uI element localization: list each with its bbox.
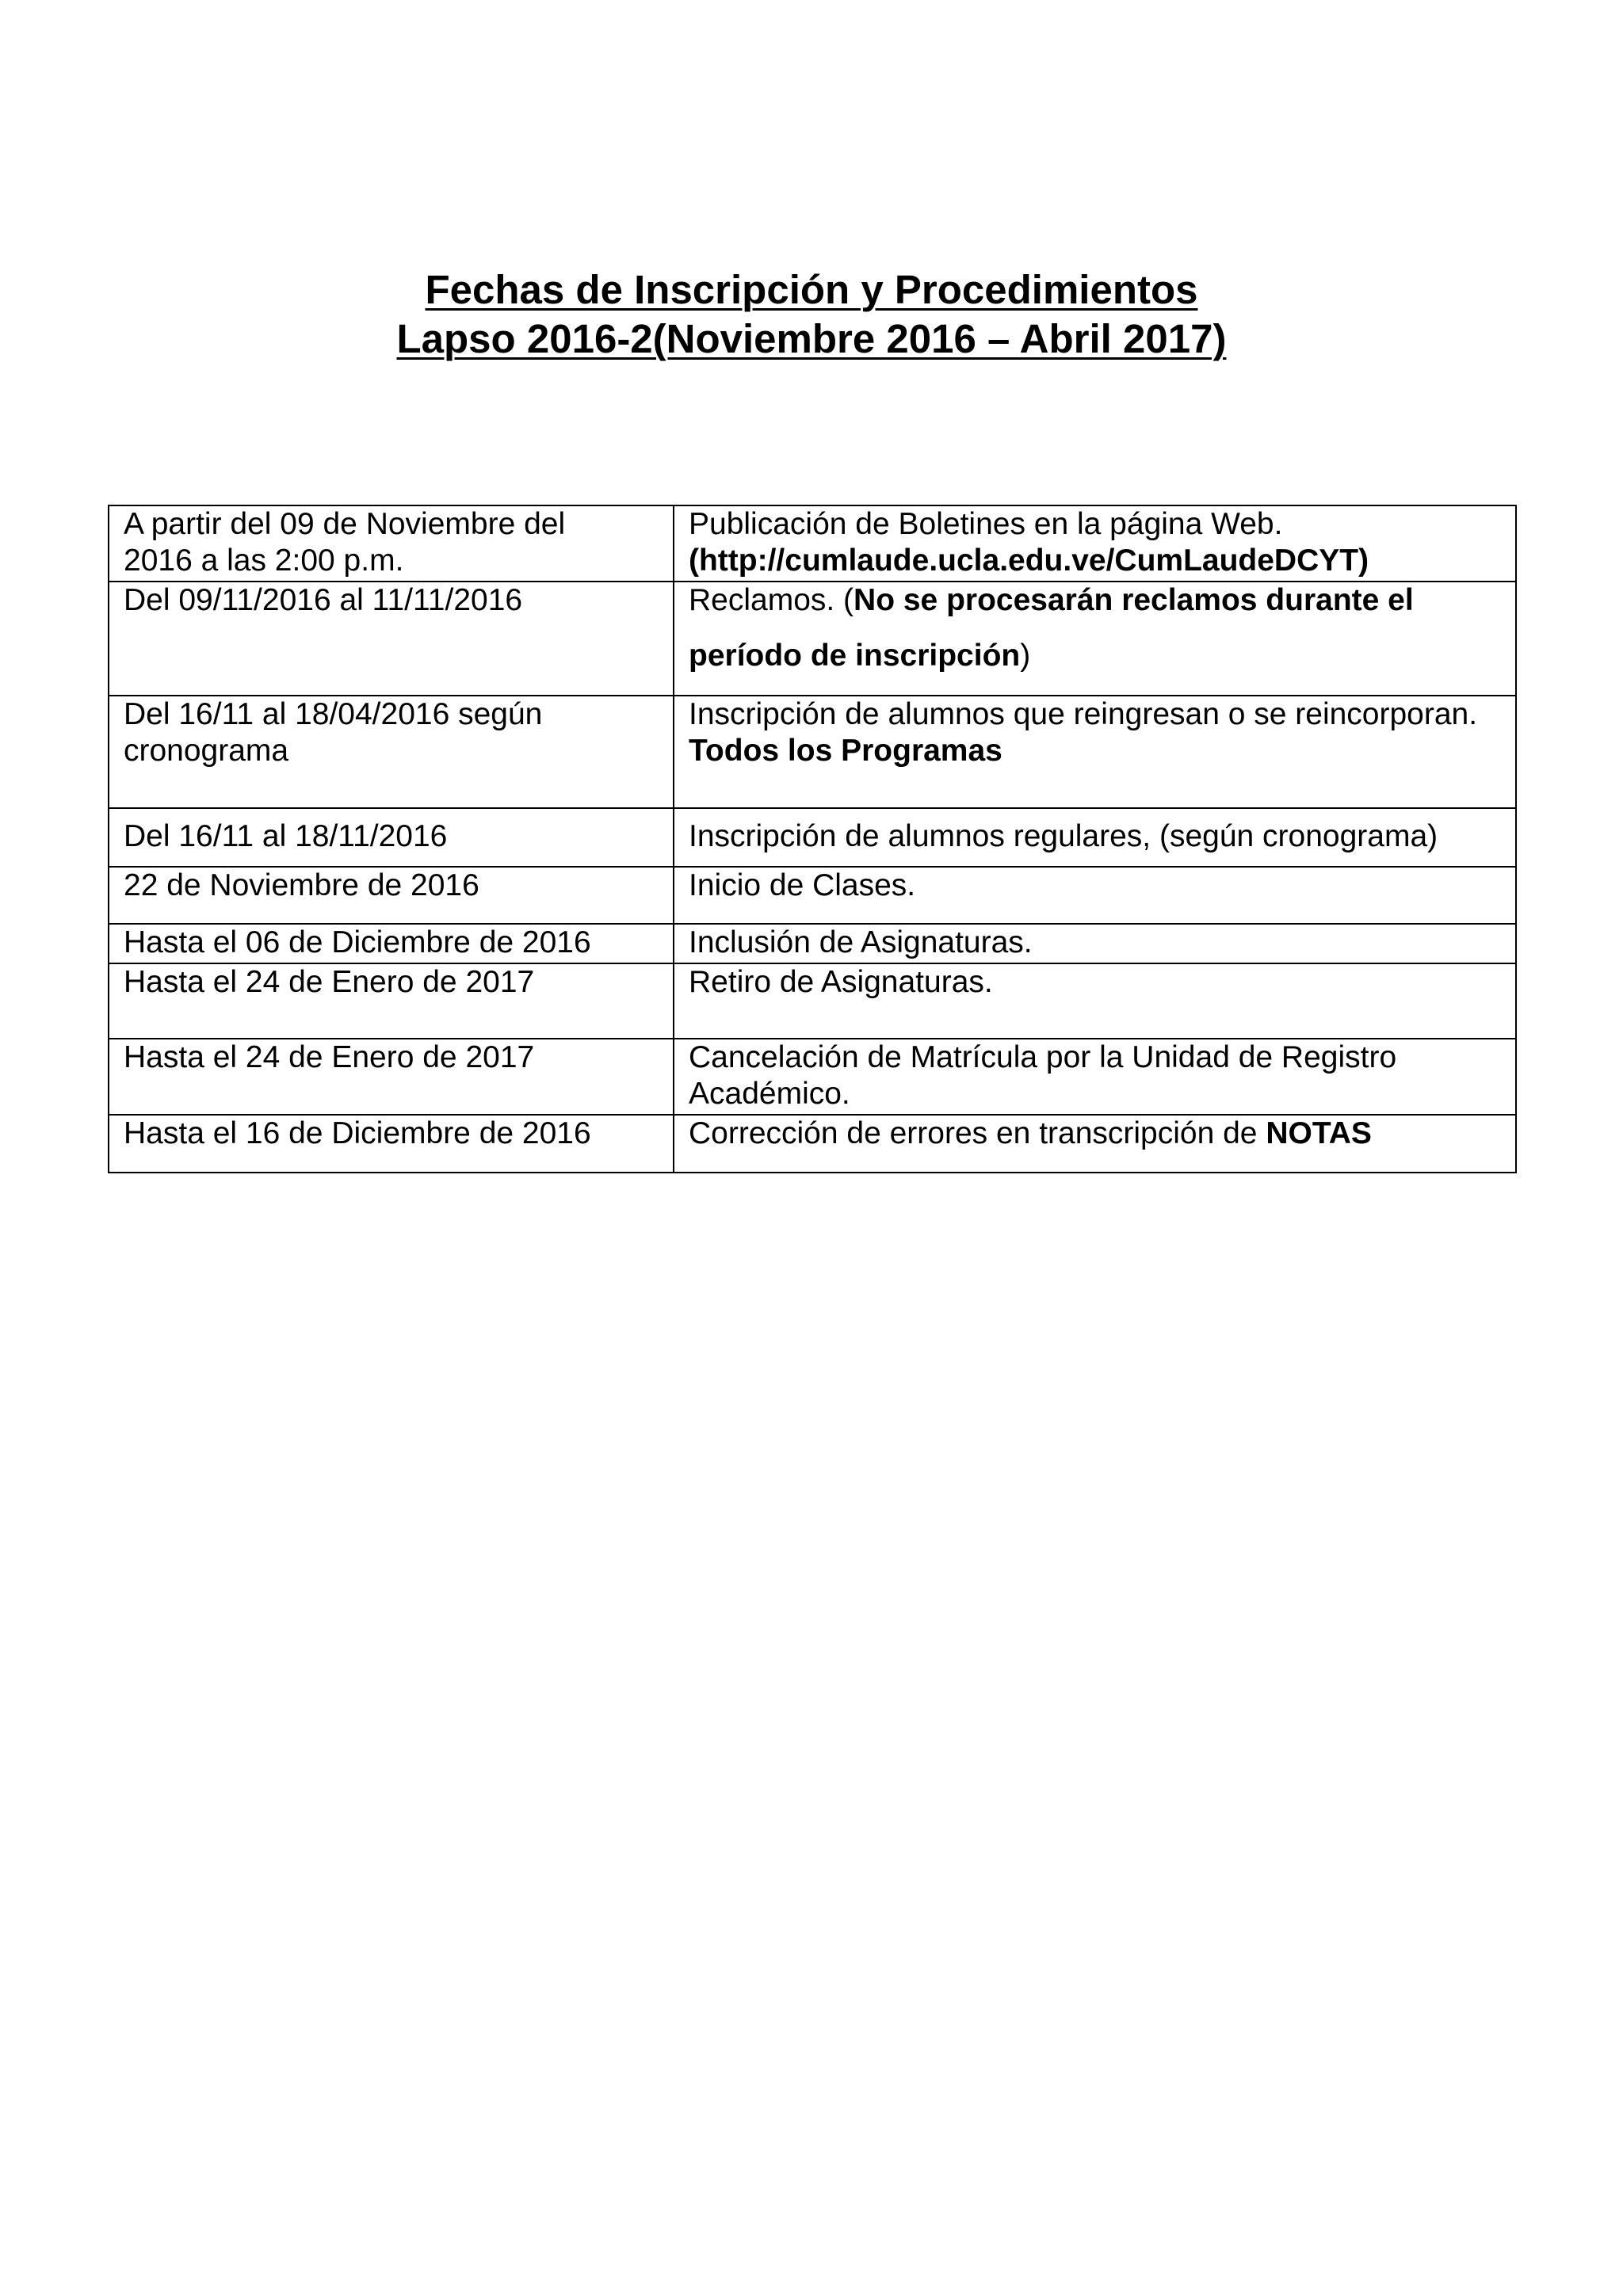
- description-emphasis: período de inscripción: [689, 639, 1021, 673]
- title-line-2: Lapso 2016-2(Noviembre 2016 – Abril 2017): [396, 316, 1227, 361]
- description-text: Publicación de Boletines en la página Web.: [689, 507, 1283, 541]
- website-url: (http://cumlaude.ucla.edu.ve/CumLaudeDCYT): [689, 543, 1369, 578]
- table-row: [109, 924, 1516, 963]
- title-line-1: Fechas de Inscripción y Procedimientos: [425, 267, 1198, 312]
- date-cell: [109, 505, 674, 582]
- table-row: [109, 808, 1516, 867]
- date-text-line-2: 2016 a las 2:00 p.m.: [124, 543, 404, 578]
- description-cell: [674, 505, 1516, 582]
- description-cell: [674, 924, 1516, 963]
- description-text: Reclamos. (: [689, 583, 854, 617]
- date-text: Del 16/11 al 18/11/2016: [124, 819, 448, 853]
- date-cell: [109, 867, 674, 924]
- date-text: 22 de Noviembre de 2016: [124, 868, 479, 902]
- date-cell: [109, 963, 674, 1039]
- date-cell: [109, 696, 674, 808]
- date-cell: [109, 924, 674, 963]
- description-text: Retiro de Asignaturas.: [689, 965, 993, 999]
- description-text: ): [1020, 639, 1031, 673]
- description-text: Inicio de Clases.: [689, 868, 916, 902]
- table-row: [109, 963, 1516, 1039]
- table-row: [109, 696, 1516, 808]
- date-cell: [109, 582, 674, 696]
- description-cell: [674, 1115, 1516, 1173]
- description-line-1: [689, 582, 1501, 619]
- description-text: Inscripción de alumnos que reingresan o se reincorporan.: [689, 697, 1478, 731]
- document-title: [0, 265, 1623, 364]
- description-cell: [674, 582, 1516, 696]
- table-row: [109, 867, 1516, 924]
- description-cell: [674, 1039, 1516, 1115]
- description-cell: [674, 808, 1516, 867]
- date-text: Hasta el 06 de Diciembre de 2016: [124, 925, 591, 959]
- description-emphasis: Todos los Programas: [689, 734, 1002, 768]
- date-cell: [109, 808, 674, 867]
- description-line-2: [689, 638, 1501, 674]
- description-emphasis: No se procesarán reclamos durante el: [854, 583, 1414, 617]
- table-row: [109, 505, 1516, 582]
- description-text: Inclusión de Asignaturas.: [689, 925, 1033, 959]
- date-text: Hasta el 24 de Enero de 2017: [124, 965, 535, 999]
- table-row: [109, 582, 1516, 696]
- description-text-line-1: Cancelación de Matrícula por la Unidad de Registro: [689, 1040, 1397, 1074]
- description-emphasis: NOTAS: [1266, 1116, 1372, 1150]
- description-cell: [674, 963, 1516, 1039]
- date-text: Hasta el 16 de Diciembre de 2016: [124, 1116, 591, 1150]
- schedule-table: [108, 505, 1517, 1173]
- date-text: Hasta el 24 de Enero de 2017: [124, 1040, 535, 1074]
- date-cell: [109, 1039, 674, 1115]
- description-cell: [674, 696, 1516, 808]
- description-text: Inscripción de alumnos regulares, (según cronograma): [689, 819, 1438, 853]
- description-text: Corrección de errores en transcripción de: [689, 1116, 1266, 1150]
- date-cell: [109, 1115, 674, 1173]
- table-row: [109, 1039, 1516, 1115]
- description-cell: [674, 867, 1516, 924]
- date-text-line-1: Del 16/11 al 18/04/2016 según: [124, 697, 543, 731]
- date-text-line-1: A partir del 09 de Noviembre del: [124, 507, 566, 541]
- description-text-line-2: Académico.: [689, 1077, 850, 1111]
- table-row: [109, 1115, 1516, 1173]
- date-text: Del 09/11/2016 al 11/11/2016: [124, 583, 523, 617]
- date-text-line-2: cronograma: [124, 734, 289, 768]
